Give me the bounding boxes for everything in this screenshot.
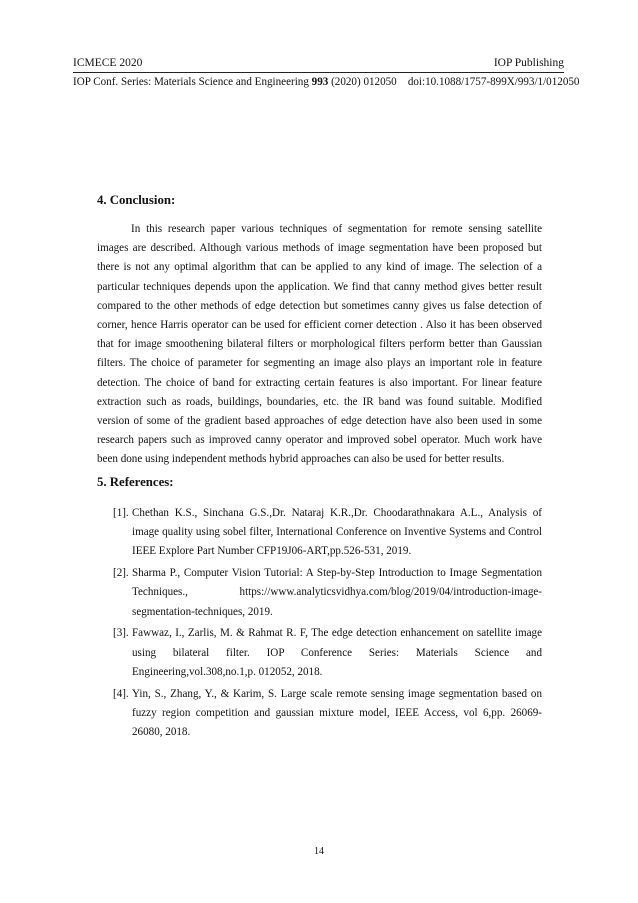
reference-item: [113, 564, 542, 622]
reference-text: Chethan K.S., Sinchana G.S.,Dr. Nataraj K.R.,Dr. Choodarathnakara A.L., Analysis of image quality using sobel filter, International Conference on Inventive Systems and Control IEEE Explore Part Number CFP19J06-ART,pp.526-531, 2019.: [132, 507, 542, 558]
conclusion-text: In this research paper various techniques of segmentation for remote sensing satellite images are described. Although various methods of image segmentation have been proposed but there is not any optimal algorithm that can be applied to any kind of image. The selection of a particular techniques depends upon the application. We find that canny method gives better result compared to the other methods of edge detection but sometimes canny gives us false detection of corner, hence Harris operator can be used for efficient corner detection . Also it has been observed that for image smoothening bilateral filters or morphological filters perform better than Gaussian filters. The choice of parameter for segmenting an image also plays an important role in feature detection. The choice of band for extracting certain features is also important. For linear feature extraction such as roads, buildings, boundaries, etc. the IR band was found suitable. Modified version of some of the gradient based approaches of edge detection have also been used in some research papers such as improved canny operator and improved sobel operator. Much work have been done using independent methods hybrid approaches can also be used for better results.: [97, 223, 542, 466]
reference-number: [1].: [113, 507, 129, 519]
reference-item: [113, 685, 542, 743]
series-suffix: (2020) 012050 doi:10.1088/1757-899X/993/1/012050: [331, 76, 580, 88]
reference-text: Yin, S., Zhang, Y., & Karim, S. Large scale remote sensing image segmentation based on fuzzy region competition and gaussian mixture model, IEEE Access, vol 6,pp. 26069-26080, 2018.: [132, 687, 542, 739]
reference-item: [113, 504, 542, 562]
reference-text: Sharma P., Computer Vision Tutorial: A Step-by-Step Introduction to Image Segmentation Techniques., https://www.analyticsvidhya.com/blog/2019/04/introduction-image-segmentation-techniques, 2019.: [132, 567, 542, 618]
references-heading: 5. References:: [97, 475, 174, 489]
header-rule: [73, 72, 564, 73]
reference-text: Fawwaz, I., Zarlis, M. & Rahmat R. F, The edge detection enhancement on satellite image using bilateral filter. IOP Conference Series: Materials Science and Engineering,vol.308,no.1,p. 012052, 2018.: [132, 627, 542, 678]
running-header: [73, 56, 564, 70]
conclusion-heading: 4. Conclusion:: [97, 193, 176, 207]
conference-name: ICMECE 2020: [73, 57, 143, 69]
reference-item: [113, 624, 542, 682]
series-line: [73, 75, 580, 89]
reference-number: [3].: [113, 627, 129, 640]
reference-number: [4].: [113, 687, 129, 700]
reference-list: [113, 504, 542, 745]
page-number: 14: [314, 846, 324, 857]
conclusion-paragraph: [97, 220, 542, 470]
volume-number: 993: [311, 76, 329, 88]
series-prefix: IOP Conf. Series: Materials Science and Engineering: [73, 76, 309, 88]
publisher-name: IOP Publishing: [493, 57, 564, 69]
reference-number: [2].: [113, 567, 129, 580]
